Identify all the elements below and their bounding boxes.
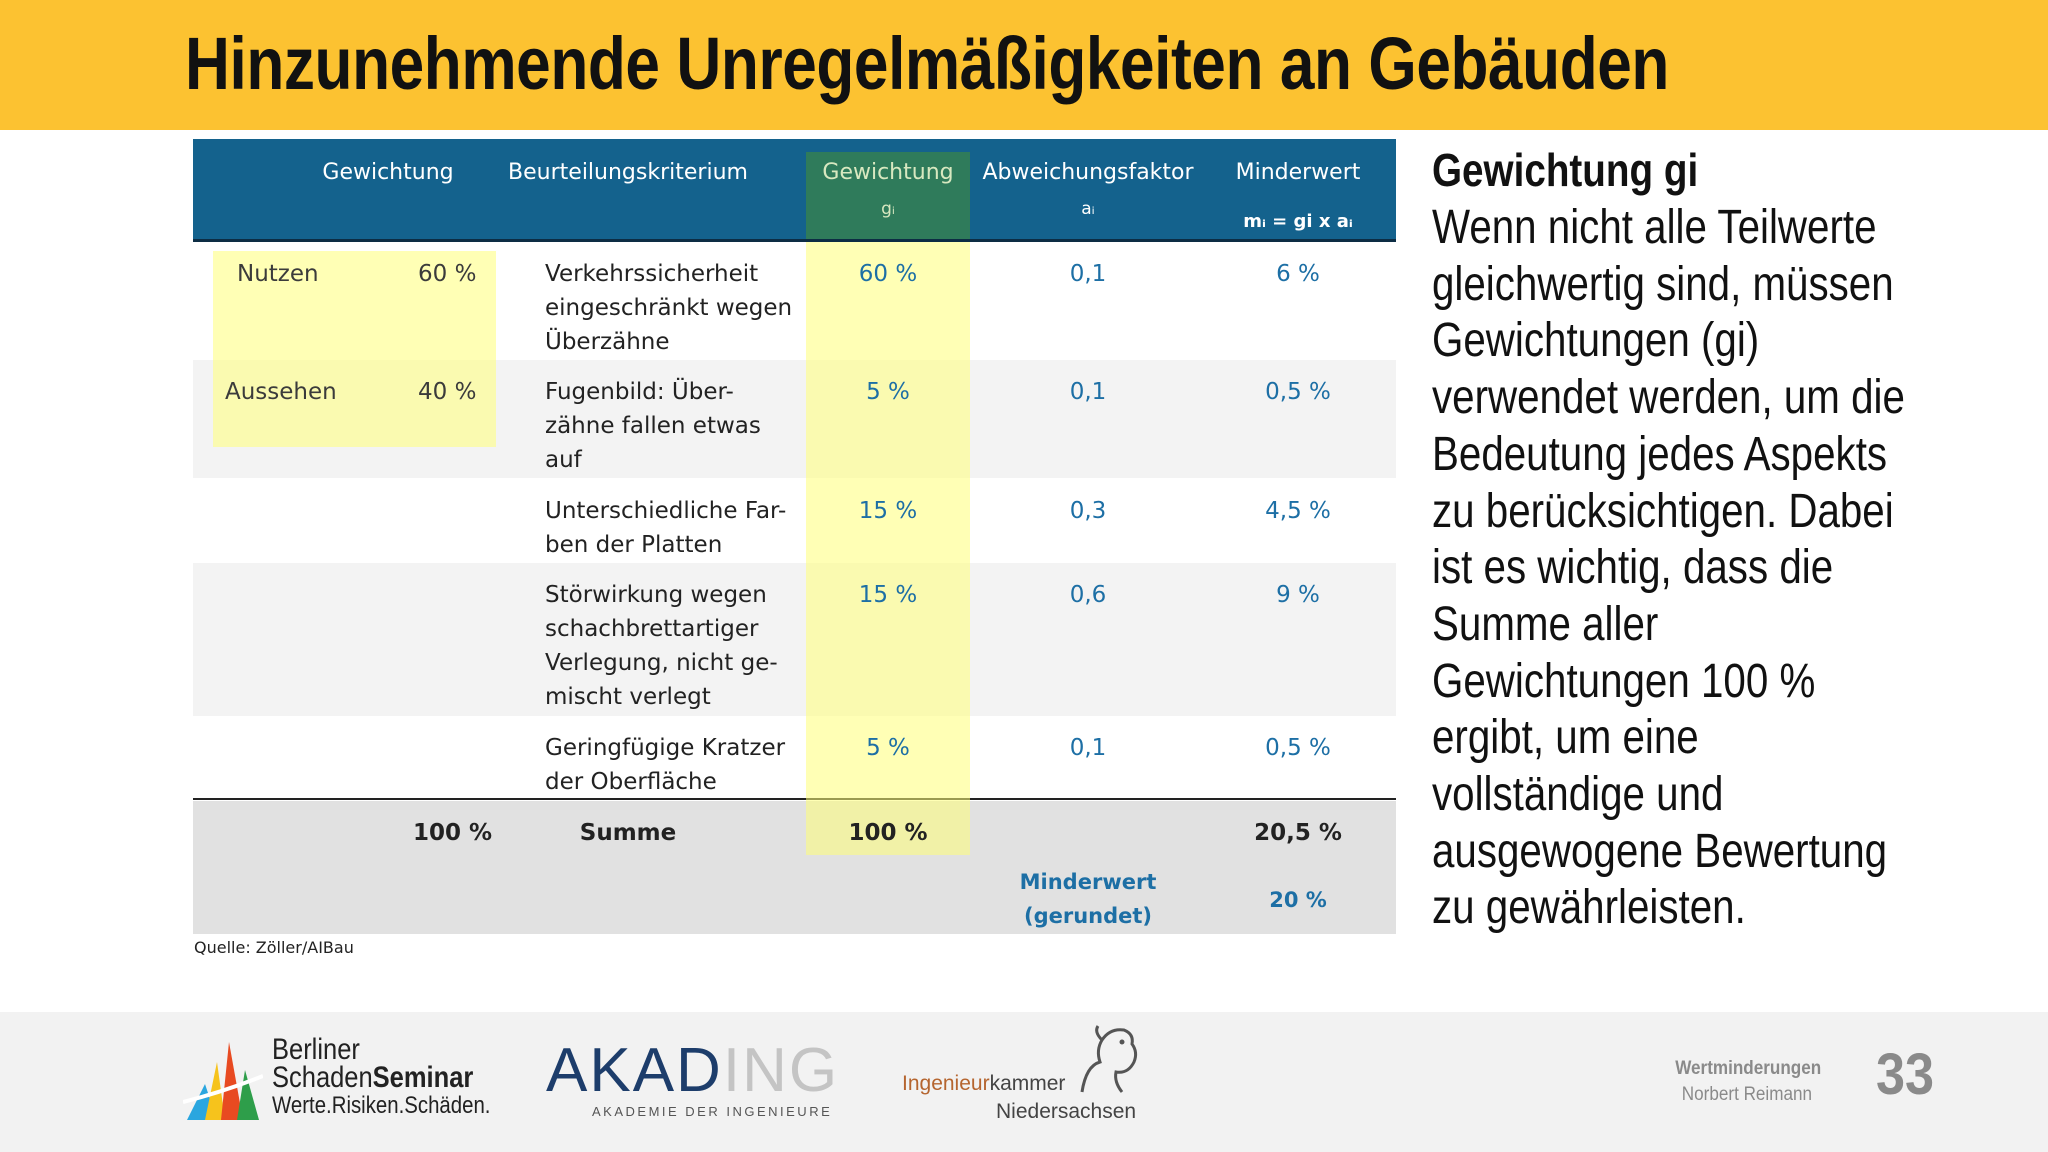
ingenieurkammer-logo: Ingenieurkammer — [902, 1072, 1066, 1095]
header-mi-formula: mᵢ = gi x aᵢ — [1243, 211, 1353, 232]
gi-5: 5 % — [866, 735, 910, 761]
header-gewichtung: Gewichtung — [322, 160, 454, 185]
header-abweichung: Abweichungsfaktor — [982, 160, 1194, 185]
mi-1: 6 % — [1276, 261, 1320, 287]
group-aussehen-weight: 40 % — [418, 379, 477, 405]
gi-3: 15 % — [858, 498, 918, 524]
sum-gi: 100 % — [848, 820, 928, 846]
rounded-value: 20 % — [1269, 888, 1327, 912]
header-ai-symbol: aᵢ — [1081, 199, 1095, 219]
rounded-label: Minderwert (gerundet) — [1019, 870, 1157, 928]
table-source: Quelle: Zöller/AIBau — [194, 938, 354, 957]
header-gewichtung-gi: Gewichtung — [822, 160, 954, 185]
group-nutzen-weight: 60 % — [418, 261, 477, 287]
group-nutzen-label: Nutzen — [237, 261, 319, 287]
akading-subtitle: AKADEMIE DER INGENIEURE — [592, 1104, 833, 1119]
ai-5: 0,1 — [1069, 735, 1107, 761]
criterion-1: Verkehrssicherheit eingeschränkt wegen Überzähne — [545, 261, 793, 355]
mi-4: 9 % — [1276, 582, 1320, 608]
header-kriterium: Beurteilungskriterium — [508, 160, 748, 185]
slide-title: Hinzunehmende Unregelmäßigkeiten an Gebäuden — [185, 22, 1669, 105]
gi-2: 5 % — [866, 379, 910, 405]
criterion-3: Unterschiedliche Far- ben der Platten — [545, 498, 787, 558]
explanation-text: Wenn nicht alle Teilwerte gleichwertig sind, müssen Gewichtungen (gi) verwendet werden, um die Bedeutung jedes Aspekts zu berücksichtigen. Dabei ist es wichtig, dass die Summe aller Gewichtungen 100 % ergibt, um eine vollständige und ausgewogene Bewertung zu gewährleisten. — [1432, 201, 1905, 935]
ai-3: 0,3 — [1069, 498, 1107, 524]
ai-4: 0,6 — [1069, 582, 1107, 608]
page-number: 33 — [1876, 1042, 1935, 1107]
criterion-4: Störwirkung wegen schachbrettartiger Verlegung, nicht ge- mischt verlegt — [545, 582, 778, 710]
bss-logo-icon — [183, 1040, 263, 1122]
explanation-panel — [1432, 140, 2032, 937]
ai-1: 0,1 — [1069, 261, 1107, 287]
sum-label: Summe — [579, 820, 677, 846]
criterion-5: Geringfügige Kratzer der Oberfläche — [545, 735, 786, 795]
akading-logo: AKADING — [546, 1036, 840, 1105]
ingenieurkammer-region: Niedersachsen — [996, 1100, 1137, 1123]
mi-5: 0,5 % — [1265, 735, 1331, 761]
sum-mi: 20,5 % — [1254, 820, 1342, 846]
explanation-heading: Gewichtung gi — [1432, 144, 1699, 196]
weighting-table — [193, 139, 1396, 934]
sum-rule — [193, 798, 1396, 800]
mi-2: 0,5 % — [1265, 379, 1331, 405]
mi-3: 4,5 % — [1265, 498, 1331, 524]
sum-weight: 100 % — [413, 820, 493, 846]
footer-topic: Wertminderungen — [1675, 1058, 1822, 1079]
gi-1: 60 % — [858, 261, 918, 287]
criterion-2: Fugenbild: Über- zähne fallen etwas auf — [545, 379, 761, 473]
header-minderwert: Minderwert — [1235, 160, 1361, 185]
footer-author: Norbert Reimann — [1681, 1084, 1812, 1105]
group-aussehen-label: Aussehen — [225, 379, 337, 405]
gi-4: 15 % — [858, 582, 918, 608]
bss-logo-text: Berliner SchadenSeminar Werte.Risiken.Schäden. — [272, 1033, 491, 1119]
ai-2: 0,1 — [1069, 379, 1107, 405]
header-gi-symbol: gᵢ — [881, 199, 895, 219]
horse-emblem-icon — [1072, 1022, 1144, 1098]
